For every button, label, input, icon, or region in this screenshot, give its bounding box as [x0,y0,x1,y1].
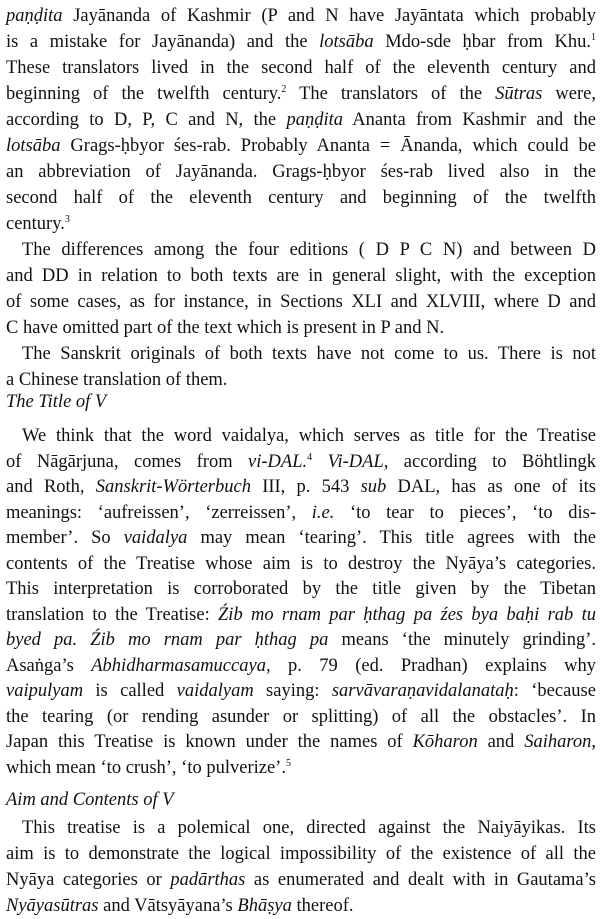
section-heading-title: The Title of V [6,392,107,412]
paragraph-4-line-3: and Roth, Sanskrit-Wörterbuch III, p. 543 sub DAL, has as one of its [6,477,596,497]
paragraph-4-line-11: vaipulyam is called vaidalyam saying: sarvāvaraṇavidalanataḥ: ‘because [6,681,596,701]
section-heading-aim: Aim and Contents of V [6,790,174,810]
paragraph-4-line-7: This interpretation is corroborated by the title given by the Tibetan [6,579,596,599]
paragraph-1-line-6: lotsāba Grags-ḥbyor śes-rab. Probably Ananta = Ānanda, which could be [6,136,596,156]
paragraph-1-line-4: beginning of the twelfth century.$^2$ The translators of the Sūtras were, [6,83,596,104]
paragraph-4-line-12: the tearing (or rending asunder or splitting) of all the obstacles’. In [6,706,596,727]
footnote-ref-5: 5 [285,757,291,769]
paragraph-2-line-4: C have omitted part of the text which is present in P and N. [6,318,445,338]
paragraph-3-line-2: a Chinese translation of them. [6,370,228,390]
paragraph-4-line-14: which mean ‘to crush’, ‘to pulverize’.$^5$ [6,757,291,778]
paragraph-4-line-5: member’. So vaidalya may mean ‘tearing’. This title agrees with the [6,528,596,548]
paragraph-4-line-2: of Nāgārjuna, comes from vi-DAL.$^4$ Vi-DAL, according to Böhtlingk [6,451,596,472]
paragraph-4-line-4: meanings: ‘aufreissen’, ‘zerreissen’, i.e. ‘to tear to pieces’, ‘to dis- [6,502,596,523]
paragraph-5-line-4: Nyāyasūtras and Vātsyāyana’s Bhāṣya thereof. [6,896,354,916]
paragraph-4-line-10: Asaṅga’s Abhidharmasamuccaya, p. 79 (ed. Pradhan) explains why [6,655,596,676]
paragraph-4-line-6: contents of the Treatise whose aim is to destroy the Nyāya’s categories. [6,553,596,574]
paragraph-5-line-1: This treatise is a polemical one, directed against the Naiyāyikas. Its [22,818,596,838]
paragraph-4-line-13: Japan this Treatise is known under the names of Kōharon and Saiharon, [6,732,596,752]
paragraph-3-line-1: The Sanskrit originals of both texts have not come to us. There is not [22,344,596,364]
footnote-ref-4: 4 [307,451,313,463]
paragraph-1-line-9: century.$^3$ [6,213,70,234]
paragraph-5-line-2: aim is to demonstrate the logical impossibility of the existence of all the [6,844,596,864]
paragraph-2-line-3: of some cases, as for instance, in Sections XLI and XLVIII, where D and [6,292,596,312]
paragraph-1-line-5: according to D, P, C and N, the paṇḍita Ananta from Kashmir and the [6,110,596,130]
paragraph-1-line-1: paṇḍita Jayānanda of Kashmir (P and N have Jayāntata which probably [6,6,596,26]
footnote-ref-2: 2 [281,83,287,95]
paragraph-1-line-2: is a mistake for Jayānanda) and the lotsāba Mdo-sde ḥbar from Khu.$^1$ [6,31,596,52]
footnote-ref-1: 1 [591,31,596,43]
footnote-ref-3: 3 [64,213,70,225]
paragraph-5-line-3: Nyāya categories or padārthas as enumerated and dealt with in Gautama’s [6,870,596,890]
paragraph-1-line-3: These translators lived in the second half of the eleventh century and [6,58,596,78]
paragraph-2-line-1: The differences among the four editions ( D P C N) and between D [22,240,596,260]
paragraph-4-line-9: byed pa. Źib mo rnam par ḥthag pa means ‘the minutely grinding’. [6,630,596,650]
paragraph-4-line-1: We think that the word vaidalya, which serves as title for the Treatise [22,426,596,446]
paragraph-1-line-7: an abbreviation of Jayānanda. Grags-ḥbyor śes-rab lived also in the [6,162,596,182]
paragraph-2-line-2: and DD in relation to both texts are in general slight, with the exception [6,266,596,286]
paragraph-4-line-8: translation to the Treatise: Źib mo rnam par ḥthag pa źes bya baḥi rab tu [6,604,596,625]
paragraph-1-line-8: second half of the eleventh century and beginning of the twelfth [6,188,596,208]
